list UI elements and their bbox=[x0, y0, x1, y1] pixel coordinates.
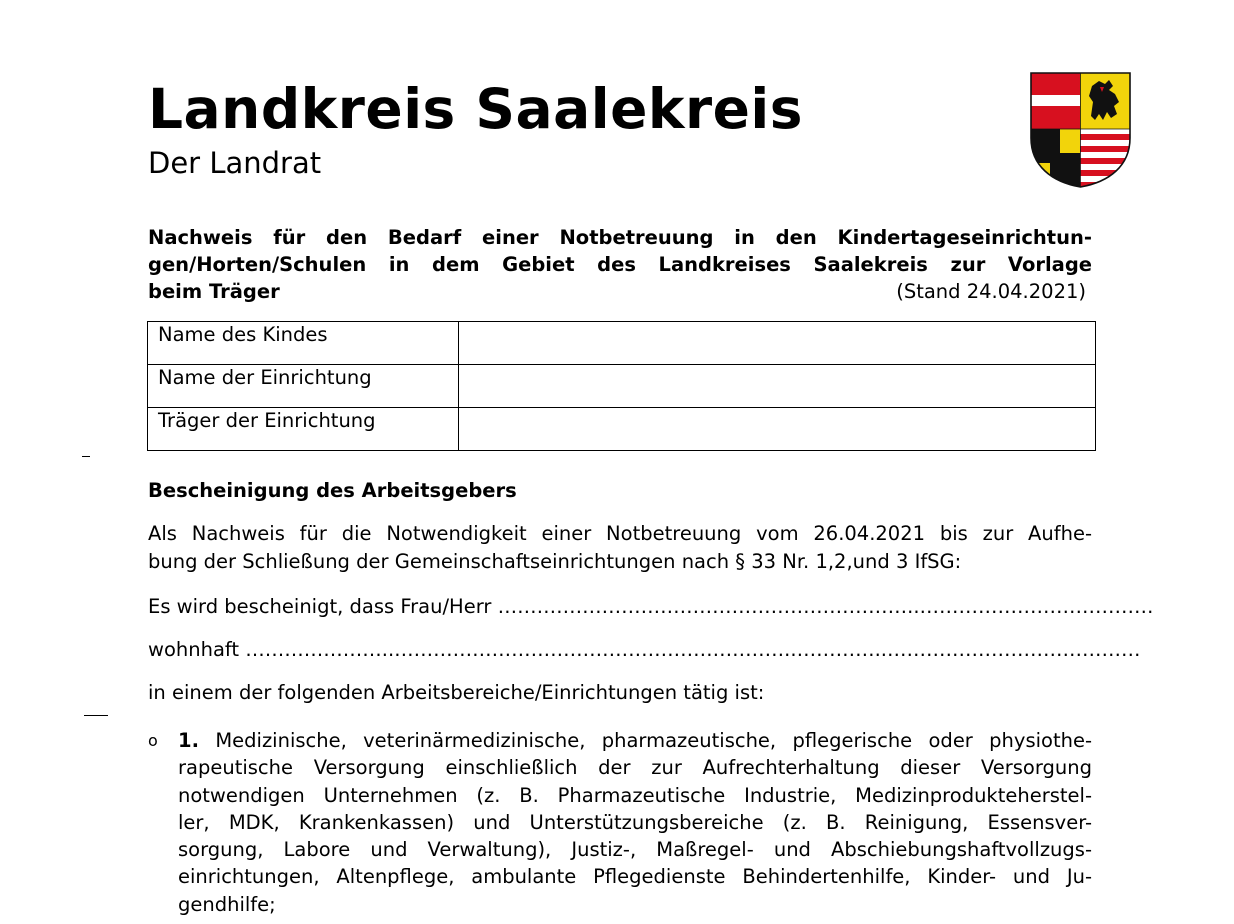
item-line: gendhilfe; bbox=[178, 892, 276, 916]
list-item bbox=[148, 727, 1092, 918]
item-line: sorgung, Labore und Verwaltung), Justiz-, Maßregel- und Abschiebungshaftvollzugs- bbox=[178, 838, 1092, 862]
table-row bbox=[148, 408, 1096, 451]
facility-name-field[interactable] bbox=[459, 365, 1096, 408]
heading-line: beim Träger bbox=[148, 280, 280, 303]
form-heading bbox=[148, 224, 1092, 305]
table-row bbox=[148, 322, 1096, 365]
coat-of-arms-icon bbox=[1029, 72, 1132, 188]
child-name-field[interactable] bbox=[459, 322, 1096, 365]
residence-line bbox=[148, 636, 1141, 664]
table-row bbox=[148, 365, 1096, 408]
certify-line bbox=[148, 593, 1154, 621]
item-number: 1. bbox=[178, 729, 199, 752]
organization-subtitle: Der Landrat bbox=[148, 146, 322, 180]
item-line: notwendigen Unternehmen (z. B. Pharmazeutische Industrie, Medizinprodukteherstel- bbox=[178, 783, 1092, 807]
certify-label: Es wird bescheinigt, dass Frau/Herr bbox=[148, 595, 492, 618]
item-line: Medizinische, veterinärmedizinische, pharmazeutische, pflegerische oder physiothe- bbox=[215, 729, 1092, 752]
heading-line: Nachweis für den Bedarf einer Notbetreuung in den Kindertageseinrichtun- bbox=[148, 226, 1092, 249]
stand-date: (Stand 24.04.2021) bbox=[896, 280, 1086, 303]
item-line: ler, MDK, Krankenkassen) und Unterstützungsbereiche (z. B. Reinigung, Essensver- bbox=[178, 810, 1092, 834]
intro-line: bung der Schließung der Gemeinschaftseinrichtungen nach § 33 Nr. 1,2,und 3 IfSG: bbox=[148, 549, 962, 573]
facility-operator-field[interactable] bbox=[459, 408, 1096, 451]
work-area-text: in einem der folgenden Arbeitsbereiche/Einrichtungen tätig ist: bbox=[148, 681, 765, 704]
organization-title: Landkreis Saalekreis bbox=[148, 77, 804, 141]
section-title: Bescheinigung des Arbeitsgebers bbox=[148, 479, 517, 502]
residence-label: wohnhaft bbox=[148, 638, 240, 661]
heading-line: gen/Horten/Schulen in dem Gebiet des Landkreises Saalekreis zur Vorlage bbox=[148, 253, 1092, 276]
work-area-list bbox=[148, 727, 1092, 918]
certify-name-field[interactable]: ………………………………………………………..……………………………… bbox=[497, 595, 1154, 618]
margin-mark bbox=[82, 456, 90, 457]
work-area-line bbox=[148, 679, 1092, 707]
intro-line: Als Nachweis für die Notwendigkeit einer Notbetreuung vom 26.04.2021 bis zur Aufhe- bbox=[148, 522, 1092, 545]
facility-operator-label: Träger der Einrichtung bbox=[148, 408, 459, 451]
facility-name-label: Name der Einrichtung bbox=[148, 365, 459, 408]
item-line: rapeutische Versorgung einschließlich der zur Aufrechterhaltung dieser Versorgung bbox=[178, 756, 1092, 780]
checkbox-circle[interactable]: o bbox=[148, 731, 158, 750]
child-name-label: Name des Kindes bbox=[148, 322, 459, 365]
child-info-table bbox=[147, 321, 1096, 451]
item-line: einrichtungen, Altenpflege, ambulante Pflegedienste Behindertenhilfe, Kinder- und Ju- bbox=[178, 865, 1092, 889]
margin-mark bbox=[84, 715, 108, 716]
intro-paragraph bbox=[148, 520, 1092, 575]
residence-field[interactable]: …………………..……………………………………………………..…………..………………………………… bbox=[245, 638, 1141, 661]
